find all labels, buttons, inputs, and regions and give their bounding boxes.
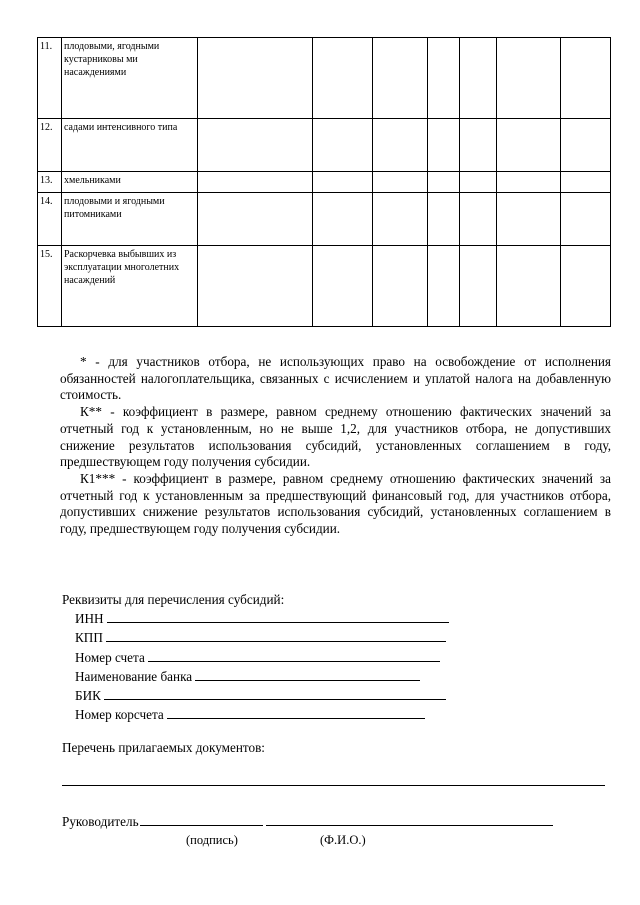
row-label: хмельниками xyxy=(62,172,198,193)
requisites-title: Реквизиты для перечисления субсидий: xyxy=(62,592,285,607)
footnotes xyxy=(60,354,611,538)
table-row xyxy=(38,38,611,119)
table-row xyxy=(38,246,611,327)
signature-line[interactable] xyxy=(140,813,263,826)
row-label: садами интенсивного типа xyxy=(62,119,198,172)
signature-row xyxy=(62,813,553,830)
account-field[interactable]: Номер счета xyxy=(62,648,449,667)
name-line[interactable] xyxy=(266,813,553,826)
documents-title: Перечень прилагаемых документов: xyxy=(62,740,265,755)
kpp-field[interactable]: КПП xyxy=(62,628,449,647)
footnote-vat: * - для участников отбора, не использующих право на освобождение от исполнения обязанностей налогоплательщика, связанных с исчислением и уплатой налога на добавленную стоимость. xyxy=(60,354,611,403)
footnote-k1: К1*** - коэффициент в размере, равном среднему отношению фактических значений за отчетный год к установленным за предшествующий финансовый год, для участников отбора, допустивших снижение результатов использования субсидий, установленных соглашением в году, предшествующем году получения субсидии. xyxy=(60,470,611,537)
table-row xyxy=(38,172,611,193)
footnote-k: К** - коэффициент в размере, равном среднему отношению фактических значений за отчетный год к установленным, но не выше 1,2, для участников отбора, не допустивших снижение результатов использования субсидий, установленных соглашением в году, предшествующем году получения субсидии. xyxy=(60,404,611,470)
row-number: 11. xyxy=(38,38,62,119)
row-number: 15. xyxy=(38,246,62,327)
requisites-block xyxy=(62,590,449,724)
row-label: плодовыми и ягодными питомниками xyxy=(62,193,198,246)
row-number: 13. xyxy=(38,172,62,193)
bik-field[interactable]: БИК xyxy=(62,686,449,705)
documents-line[interactable] xyxy=(62,785,605,786)
head-label: Руководитель xyxy=(62,814,139,829)
table-row xyxy=(38,119,611,172)
row-label: Раскорчевка выбывших из эксплуатации многолетних насаждений xyxy=(62,246,198,327)
row-label: плодовыми, ягодными кустарниковы ми насаждениями xyxy=(62,38,198,119)
inn-field[interactable]: ИНН xyxy=(62,609,449,628)
row-number: 14. xyxy=(38,193,62,246)
bank-field[interactable]: Наименование банка xyxy=(62,667,449,686)
subsidy-table xyxy=(37,37,611,327)
name-caption: (Ф.И.О.) xyxy=(320,833,366,847)
corr-account-field[interactable]: Номер корсчета xyxy=(62,705,449,724)
signature-caption: (подпись) xyxy=(186,833,238,847)
table-row xyxy=(38,193,611,246)
row-number: 12. xyxy=(38,119,62,172)
